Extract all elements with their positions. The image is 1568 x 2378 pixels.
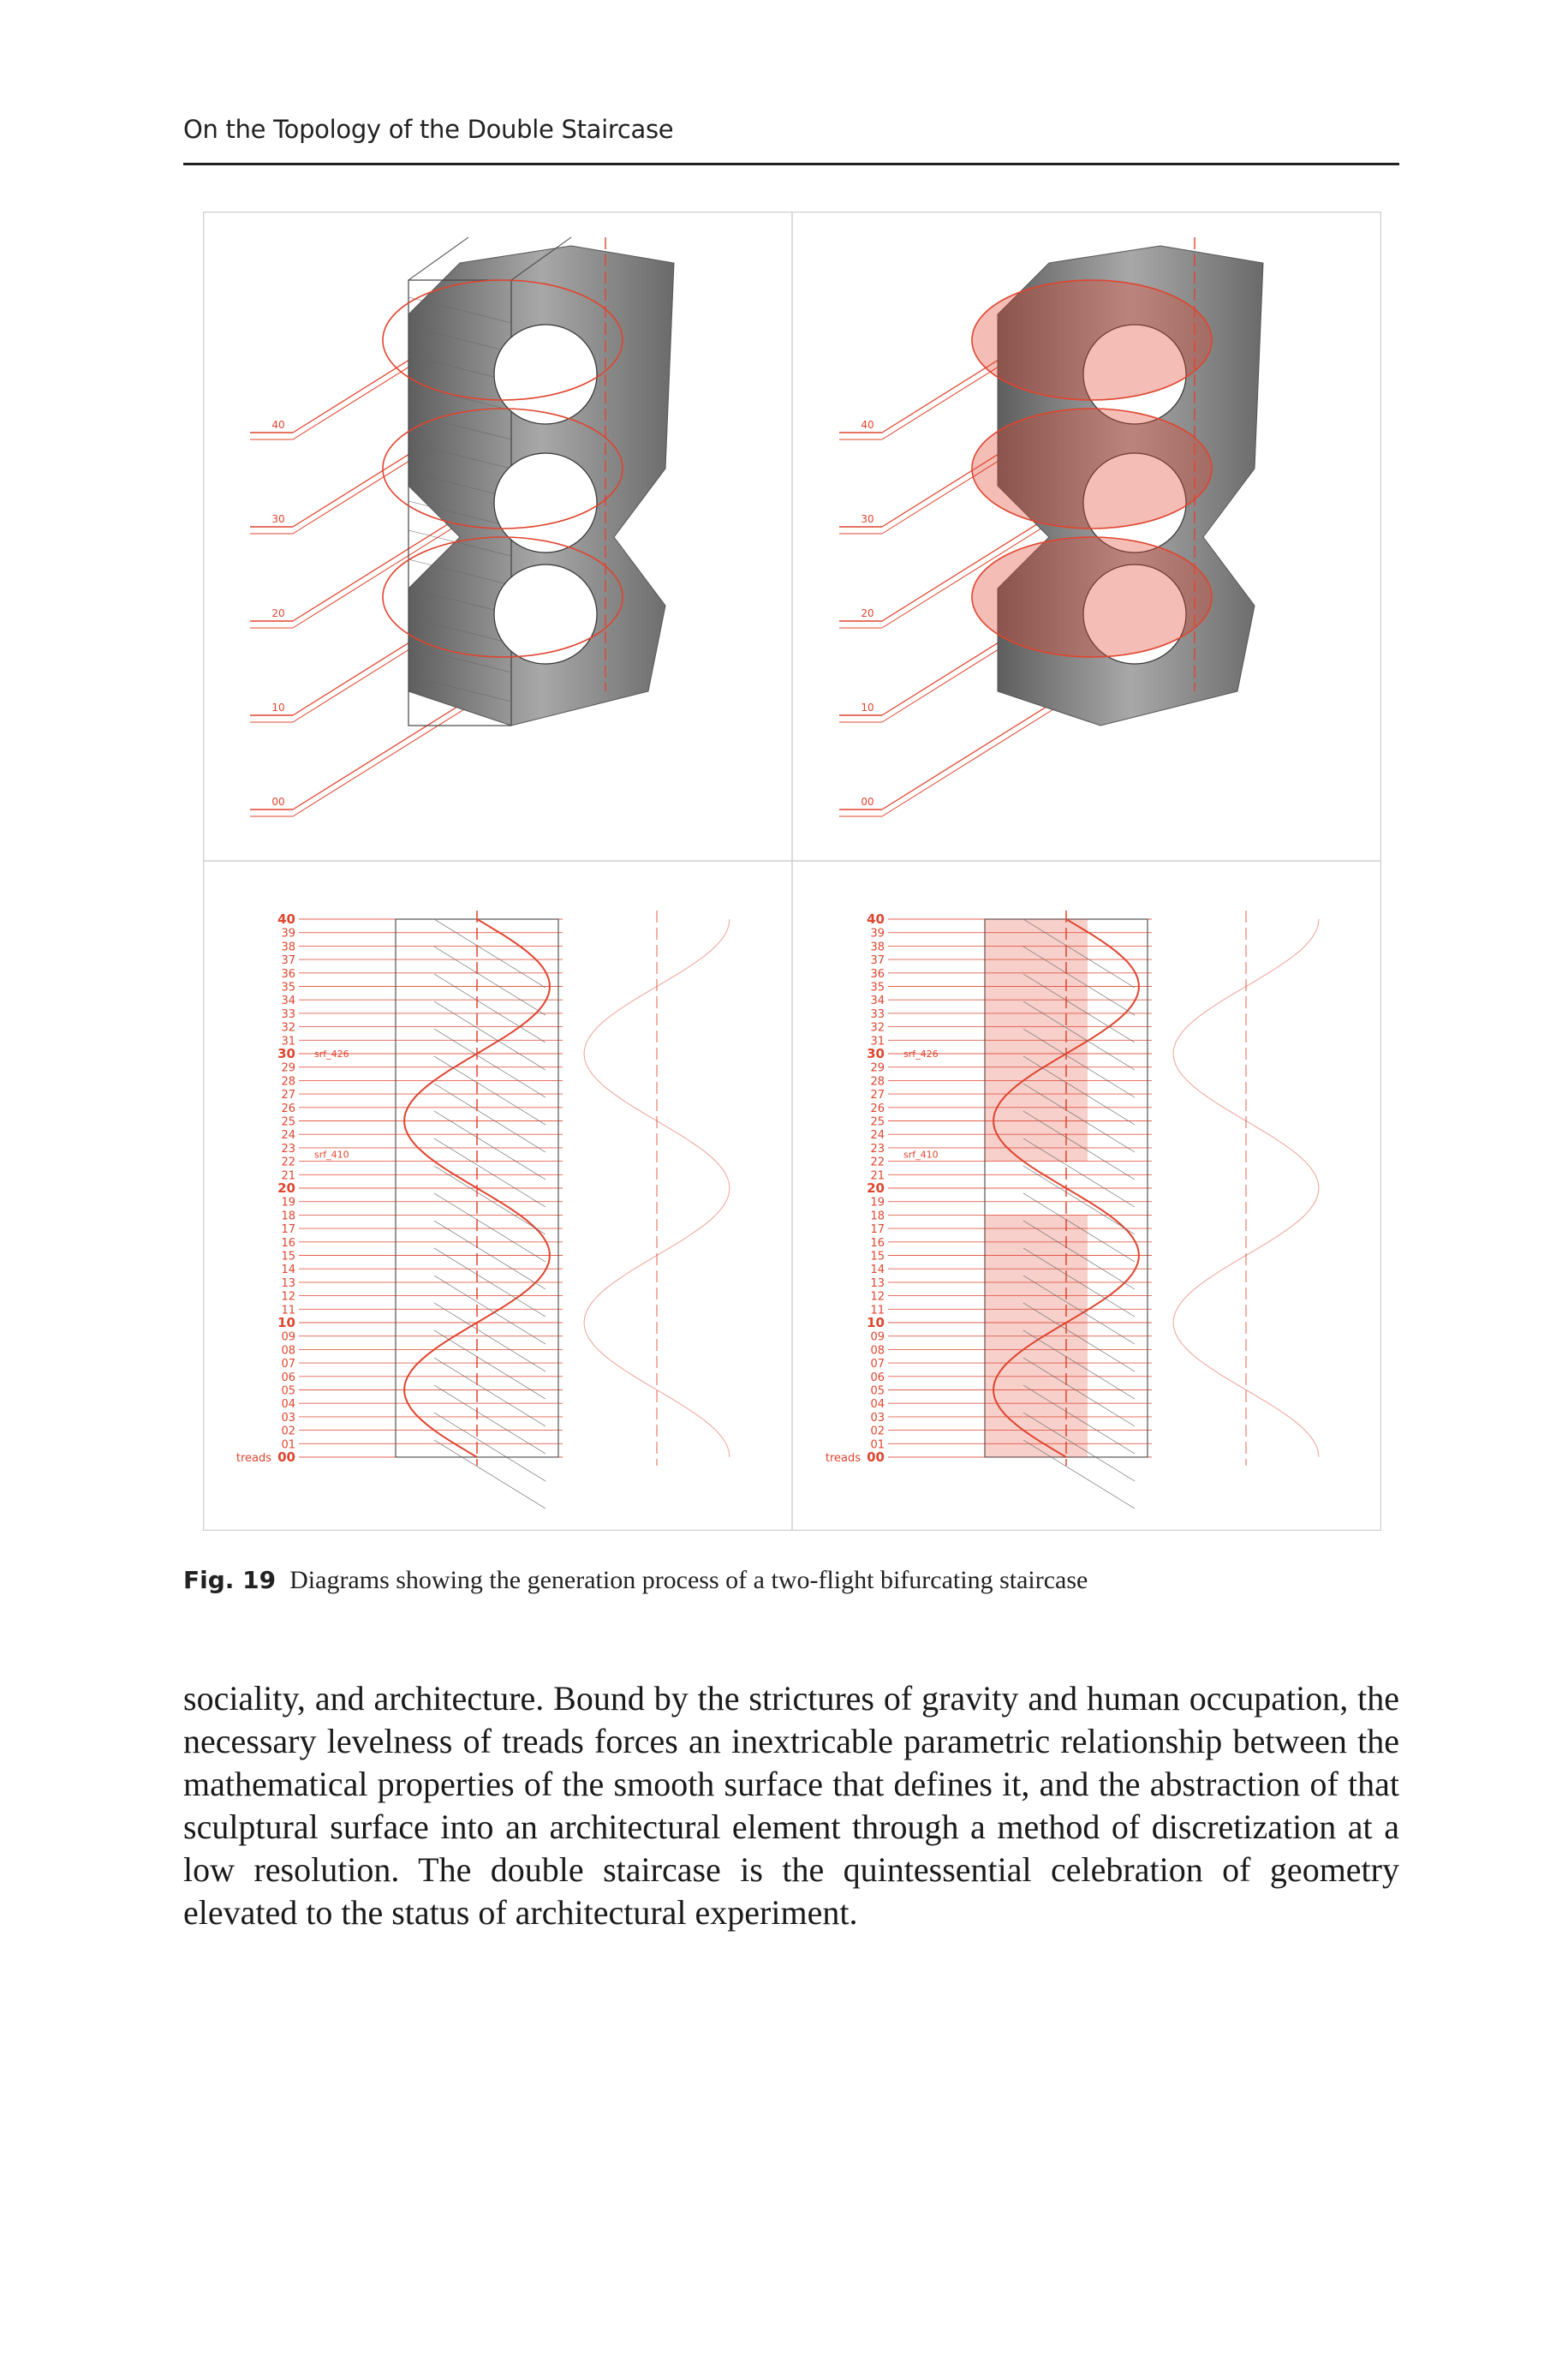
treads-label: treads: [825, 1452, 861, 1465]
surface-label: srf_410: [314, 1149, 349, 1161]
tread-number: 22: [870, 1156, 885, 1169]
ruled-line: [434, 1001, 546, 1070]
tread-number: 08: [870, 1344, 885, 1358]
tread-number: 25: [870, 1115, 885, 1129]
axonometric-panel-left: [250, 237, 674, 816]
tread-number: 26: [281, 1102, 295, 1115]
tread-number: 07: [281, 1358, 295, 1371]
treads-label: treads: [235, 1452, 271, 1465]
tread-number: 03: [281, 1411, 295, 1425]
tread-number: 40: [867, 911, 885, 927]
level-label: 40: [861, 419, 874, 431]
ruled-line: [434, 974, 546, 1043]
ruled-line: [434, 1056, 546, 1125]
surface-label: srf_426: [314, 1049, 349, 1060]
level-label: 20: [271, 607, 285, 619]
ruled-line: [434, 1193, 546, 1262]
tread-number: 24: [281, 1129, 295, 1143]
tread-number: 01: [870, 1438, 885, 1452]
caption-label: Fig. 19: [183, 1566, 277, 1594]
tread-number: 37: [281, 954, 295, 968]
level-label: 10: [271, 702, 285, 714]
elevation-panel-left: [236, 911, 730, 1509]
tread-number: 26: [870, 1102, 885, 1115]
ruled-line: [434, 1440, 546, 1509]
stair-helix: [972, 280, 1212, 400]
level-label: 30: [861, 513, 874, 525]
tread-number: 21: [870, 1169, 885, 1183]
tread-number: 17: [870, 1223, 885, 1237]
tread-number: 34: [281, 995, 295, 1008]
surface-opening: [494, 565, 597, 664]
tread-number: 23: [281, 1142, 295, 1156]
tread-number: 29: [281, 1061, 295, 1075]
ruled-line: [434, 1276, 546, 1344]
header-rule: [183, 163, 1399, 165]
tread-number: 00: [867, 1449, 885, 1465]
ruled-line: [434, 1330, 546, 1399]
tread-number: 38: [281, 941, 295, 954]
tread-number: 01: [281, 1438, 295, 1452]
tread-number: 39: [870, 927, 885, 941]
tread-number: 30: [277, 1046, 295, 1061]
tread-number: 20: [867, 1180, 885, 1196]
figure-caption: [183, 1566, 1399, 1595]
tread-number: 19: [870, 1196, 885, 1210]
tread-number: 09: [281, 1330, 295, 1344]
tread-number: 22: [281, 1156, 295, 1169]
level-label: 40: [271, 419, 285, 431]
staircase-diagrams: [203, 212, 1381, 1531]
tread-number: 03: [870, 1411, 885, 1425]
tread-number: 12: [870, 1290, 885, 1304]
level-label: 20: [861, 607, 874, 619]
tread-number: 28: [870, 1075, 885, 1089]
tread-number: 09: [870, 1330, 885, 1344]
ruled-line: [434, 1111, 546, 1180]
tread-number: 10: [277, 1315, 295, 1330]
tread-number: 31: [870, 1035, 885, 1049]
ruled-line: [434, 1303, 546, 1371]
tread-fill: [985, 919, 1088, 1162]
tread-number: 05: [870, 1384, 885, 1398]
ruled-line: [434, 1166, 546, 1234]
tread-number: 34: [870, 995, 885, 1008]
tread-number: 13: [281, 1276, 295, 1290]
tread-number: 33: [281, 1007, 295, 1021]
ruled-line: [434, 1358, 546, 1426]
tread-number: 15: [870, 1250, 885, 1264]
tread-number: 08: [281, 1344, 295, 1358]
tread-number: 39: [281, 927, 295, 941]
tread-number: 13: [870, 1276, 885, 1290]
tread-number: 17: [281, 1223, 295, 1237]
tread-number: 23: [870, 1142, 885, 1156]
ruled-line: [434, 1029, 546, 1097]
tread-number: 28: [281, 1075, 295, 1089]
tread-number: 02: [870, 1425, 885, 1438]
tread-number: 35: [870, 981, 885, 995]
level-label: 00: [861, 796, 874, 808]
surface-label: srf_410: [903, 1149, 939, 1161]
tread-number: 21: [281, 1169, 295, 1183]
tread-number: 18: [281, 1210, 295, 1223]
tread-number: 14: [281, 1264, 295, 1277]
tread-number: 10: [867, 1315, 885, 1330]
tread-number: 40: [277, 911, 295, 927]
tread-number: 19: [281, 1196, 295, 1210]
tread-number: 06: [281, 1371, 295, 1384]
tread-number: 32: [870, 1021, 885, 1035]
ruled-line: [434, 1413, 546, 1481]
tread-number: 05: [281, 1384, 295, 1398]
ruled-line: [434, 947, 546, 1015]
tread-number: 32: [281, 1021, 295, 1035]
tread-number: 11: [870, 1304, 885, 1317]
tread-number: 33: [870, 1007, 885, 1021]
tread-number: 27: [870, 1089, 885, 1102]
figure-19: [203, 212, 1381, 1531]
level-label: 30: [271, 513, 285, 525]
tread-number: 14: [870, 1264, 885, 1277]
tread-number: 02: [281, 1425, 295, 1438]
axonometric-panel-right: [839, 237, 1263, 816]
running-title: On the Topology of the Double Staircase: [183, 115, 674, 144]
tread-number: 24: [870, 1129, 885, 1143]
tread-number: 30: [867, 1046, 885, 1061]
tread-number: 36: [870, 967, 885, 981]
ruled-line: [434, 1221, 546, 1289]
tread-number: 36: [281, 967, 295, 981]
caption-text: Diagrams showing the generation process of a two-flight bifurcating staircase: [289, 1566, 1088, 1594]
tread-number: 20: [277, 1180, 295, 1196]
tread-number: 35: [281, 981, 295, 995]
tread-number: 31: [281, 1035, 295, 1049]
level-label: 10: [861, 702, 874, 714]
tread-number: 04: [281, 1398, 295, 1412]
tread-number: 25: [281, 1115, 295, 1129]
tread-number: 04: [870, 1398, 885, 1412]
tread-number: 29: [870, 1061, 885, 1075]
tread-number: 16: [870, 1236, 885, 1250]
tread-number: 16: [281, 1236, 295, 1250]
tread-number: 00: [277, 1449, 295, 1465]
stair-helix: [972, 537, 1212, 657]
tread-fill: [985, 1215, 1088, 1457]
tread-number: 11: [281, 1304, 295, 1317]
tread-number: 27: [281, 1089, 295, 1102]
tread-number: 38: [870, 941, 885, 954]
tread-number: 07: [870, 1358, 885, 1371]
tread-number: 06: [870, 1371, 885, 1384]
stair-helix: [972, 409, 1212, 529]
surface-label: srf_426: [903, 1049, 939, 1060]
tread-number: 15: [281, 1250, 295, 1264]
level-label: 00: [271, 796, 285, 808]
tread-number: 12: [281, 1290, 295, 1304]
tread-number: 18: [870, 1210, 885, 1223]
elevation-panel-right: [826, 911, 1319, 1509]
tread-number: 37: [870, 954, 885, 968]
body-paragraph: sociality, and architecture. Bound by the strictures of gravity and human occupation, the necessary levelness of treads forces an inextricable parametric relationship between the mathematical properties of the smooth surface that defines it, and the abstraction of that sculptural surface into an architectural element through a method of discretization at a low resolution. The double staircase is the quintessential celebration of geometry elevated to the status of architectural experiment.: [183, 1679, 1399, 1932]
